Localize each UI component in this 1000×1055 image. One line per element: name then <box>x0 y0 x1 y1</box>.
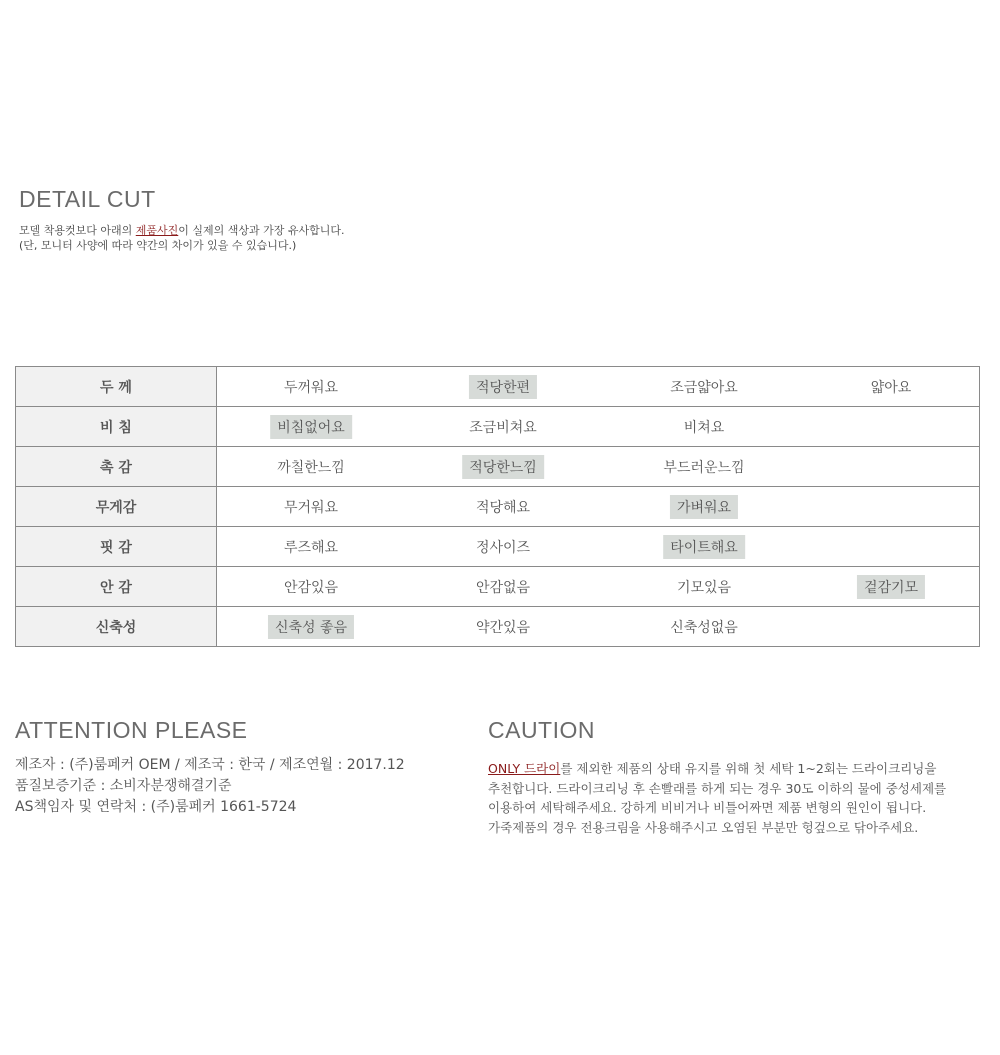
spec-option: 기모있음 <box>676 579 732 596</box>
spec-label: 촉 감 <box>16 447 217 487</box>
quality-standard: 품질보증기준 : 소비자분쟁해결기준 <box>15 778 232 794</box>
spec-row <box>16 487 980 527</box>
spec-label: 두 께 <box>16 367 217 407</box>
manufacturer-info: 제조자 : (주)룸페커 OEM / 제조국 : 한국 / 제조연월 : 2017.12 <box>15 757 405 773</box>
detail-cut-title: DETAIL CUT <box>19 186 156 212</box>
spec-row <box>16 567 980 607</box>
spec-options <box>217 487 980 527</box>
spec-option: 까칠한느낌 <box>277 459 345 476</box>
caution-title: CAUTION <box>488 717 595 743</box>
spec-option-selected: 타이트해요 <box>663 535 745 559</box>
spec-options <box>217 447 980 487</box>
spec-option: 얇아요 <box>870 379 912 396</box>
desc-text-after: 이 실제의 색상과 가장 유사합니다. <box>178 224 345 237</box>
spec-option: 무거워요 <box>283 499 339 516</box>
desc-text: 모델 착용컷보다 아래의 <box>19 224 136 237</box>
spec-row <box>16 447 980 487</box>
caution-line-2: 추천합니다. 드라이크리닝 후 손빨래를 하게 되는 경우 30도 이하의 물에 중성세제를 <box>488 780 947 796</box>
detail-cut-description <box>19 223 345 253</box>
caution-highlight: ONLY 드라이 <box>488 761 561 776</box>
spec-options <box>217 367 980 407</box>
spec-option: 두꺼워요 <box>283 379 339 396</box>
spec-option: 적당해요 <box>475 499 531 516</box>
spec-row <box>16 607 980 647</box>
spec-option: 조금얇아요 <box>670 379 738 396</box>
spec-option: 부드러운느낌 <box>663 459 745 476</box>
spec-label: 신축성 <box>16 607 217 647</box>
caution-line-4: 가죽제품의 경우 전용크림을 사용해주시고 오염된 부분만 헝겊으로 닦아주세요. <box>488 819 919 835</box>
spec-option: 약간있음 <box>475 619 531 636</box>
spec-options <box>217 527 980 567</box>
spec-option: 신축성없음 <box>670 619 738 636</box>
desc-highlight: 제품사진 <box>135 224 179 237</box>
caution-text <box>488 759 948 837</box>
spec-option-selected: 비침없어요 <box>270 415 352 439</box>
caution-line-1: 를 제외한 제품의 상태 유지를 위해 첫 세탁 1~2회는 드라이크리닝을 <box>560 761 937 776</box>
spec-option-selected: 겉감기모 <box>857 575 925 599</box>
caution-line-3: 이용하여 세탁해주세요. 강하게 비비거나 비틀어짜면 제품 변형의 원인이 됩니다. <box>488 800 927 815</box>
spec-option-selected: 적당한편 <box>469 375 537 399</box>
desc-note: (단, 모니터 사양에 따라 약간의 차이가 있을 수 있습니다.) <box>19 239 297 252</box>
spec-option: 조금비쳐요 <box>469 419 537 436</box>
spec-option: 비쳐요 <box>683 419 725 436</box>
spec-option-selected: 가벼워요 <box>670 495 738 519</box>
spec-option: 안감없음 <box>475 579 531 596</box>
attention-info-list <box>15 755 405 818</box>
spec-option-selected: 신축성 좋음 <box>268 615 354 639</box>
attention-title: ATTENTION PLEASE <box>15 717 248 743</box>
spec-option: 안감있음 <box>283 579 339 596</box>
as-contact: AS책임자 및 연락처 : (주)룸페커 1661-5724 <box>15 799 297 815</box>
spec-row <box>16 527 980 567</box>
spec-label: 무게감 <box>16 487 217 527</box>
spec-row <box>16 407 980 447</box>
spec-label: 핏 감 <box>16 527 217 567</box>
spec-options <box>217 407 980 447</box>
spec-option: 정사이즈 <box>475 539 531 556</box>
spec-label: 안 감 <box>16 567 217 607</box>
spec-options <box>217 567 980 607</box>
spec-option: 루즈해요 <box>283 539 339 556</box>
spec-label: 비 침 <box>16 407 217 447</box>
spec-row <box>16 367 980 407</box>
product-spec-table <box>15 366 980 647</box>
spec-options <box>217 607 980 647</box>
spec-option-selected: 적당한느낌 <box>462 455 544 479</box>
